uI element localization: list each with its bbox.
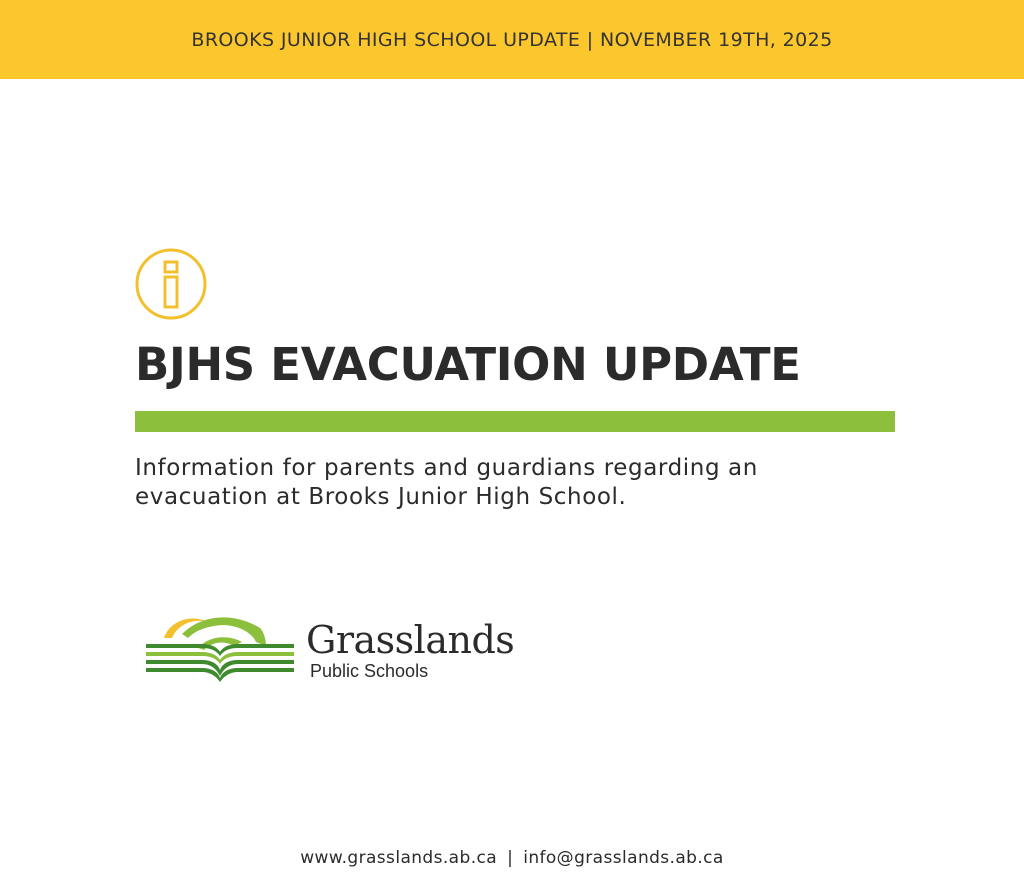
page-subtitle: Information for parents and guardians regarding an evacuation at Brooks Junior High School. [135,455,758,510]
page-title: BJHS EVACUATION UPDATE [135,338,801,391]
open-book-hills-logo-icon [142,608,298,684]
logo-name: Grasslands [306,618,515,662]
grasslands-logo [142,608,522,688]
footer-separator: | [507,848,514,868]
accent-bar [135,411,895,432]
footer [0,846,1024,870]
banner-text: BROOKS JUNIOR HIGH SCHOOL UPDATE | NOVEMBER 19TH, 2025 [191,28,833,51]
top-banner [0,0,1024,79]
footer-website-link[interactable]: www.grasslands.ab.ca [300,848,498,868]
footer-email-link[interactable]: info@grasslands.ab.ca [523,848,724,868]
logo-subtitle: Public Schools [310,661,429,681]
info-icon [135,248,207,320]
